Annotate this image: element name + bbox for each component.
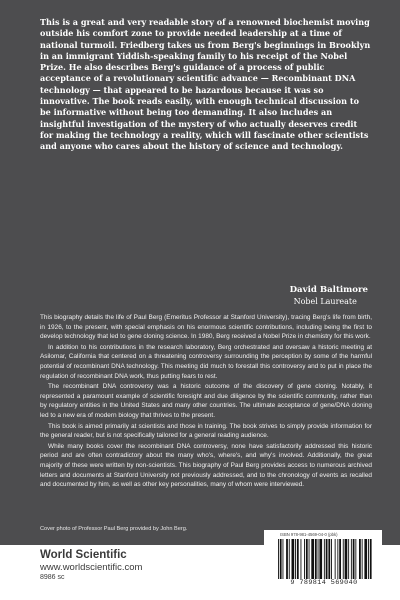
description-paragraph: This biography details the life of Paul Berg (Emeritus Professor at Stanford University), tracing Berg's life from birth, in 1926, to the present, with special emphasis on his enormous scientific contributions, including being the first to develop technology that led to gene cloning science. In 1980, Berg received a Nobel Prize in chemistry for this work.: [40, 314, 372, 341]
barcode-bar: [318, 539, 319, 579]
barcode-bar: [351, 539, 352, 579]
barcode-bar: [370, 539, 372, 579]
description-paragraph: This book is aimed primarily at scientists and those in training. The book strives to simply provide information for the general reader, but is not specifically tailored for a general reading audience.: [40, 422, 372, 440]
barcode-bar: [297, 539, 299, 579]
barcode-bar: [309, 539, 310, 579]
publisher-block: [40, 549, 142, 583]
publisher-footer: [0, 532, 400, 600]
barcode-bar: [306, 539, 308, 579]
description-paragraph: In addition to his contributions in the research laboratory, Berg orchestrated and oversaw a historic meeting at Asilomar, California that centered on a threatening controversy surrounding the perception by some of the harmful potential of recombinant DNA technology. This meeting did much to forestall this controversy and to put in place the regulation of recombinant DNA work, thus putting fears to rest.: [40, 343, 372, 380]
barcode-bar: [339, 539, 341, 579]
endorsement-author: David Baltimore: [289, 285, 368, 295]
barcode-bar: [280, 539, 282, 579]
barcode-bar: [348, 539, 349, 579]
barcode-bar: [292, 539, 295, 579]
barcode-bar: [289, 539, 290, 579]
barcode-bar: [364, 539, 367, 579]
description-paragraph: While many books cover the recombinant DNA controversy, none have satisfactorily addressed this historic period and are often contradictory about the many who's, where's, and why's involved. Additionally, the great majority of these were written by non-scientists. This biography of Paul Berg provides access to numerous archived letters and documents at Stanford University not previously addressed, and to the chronology of events as recalled and documented by him, as well as other key personalities, many of whom were interviewed.: [40, 442, 372, 489]
barcode-bar: [295, 539, 296, 579]
barcode-bar: [335, 539, 336, 579]
barcode-number: 9 789814 569040: [290, 579, 358, 587]
publisher-url[interactable]: www.worldscientific.com: [40, 562, 143, 573]
barcode-bar: [304, 539, 305, 579]
isbn-barcode-box: [264, 530, 382, 597]
isbn-label: ISBN 978-981-4569-04-0 (pbk): [280, 532, 338, 537]
description-paragraph: The recombinant DNA controversy was a historic outcome of the discovery of gene cloning. Notably, it represented a paramount example of scientific foresight and due diligence by the scientific community, rather than by regulatory entities in the United States and many other countries. The ultimate acceptance of gene/DNA cloning led to a new era of modern biology that thrives to the present.: [40, 383, 372, 419]
barcode-bar: [368, 539, 369, 579]
barcode-bar: [345, 539, 348, 579]
barcode-bar: [301, 539, 302, 579]
catalog-code: 8986 sc: [40, 574, 65, 581]
barcode-icon: [276, 539, 372, 579]
barcode-bar: [311, 539, 314, 579]
barcode-bar: [355, 539, 356, 579]
endorsement-attribution: [290, 285, 368, 307]
barcode-bar: [328, 539, 330, 579]
publisher-name: World Scientific: [40, 549, 127, 561]
barcode-bar: [286, 539, 288, 579]
book-description: [40, 313, 372, 491]
cover-photo-credit: Cover photo of Professor Paul Berg provided by John Berg.: [40, 526, 188, 532]
barcode-bar: [353, 539, 355, 579]
barcode-bar: [319, 539, 322, 579]
barcode-bar: [359, 539, 361, 579]
barcode-bar: [362, 539, 363, 579]
barcode-bar: [315, 539, 317, 579]
endorsement-quote: This is a great and very readable story of a renowned biochemist moving outside his comfort zone to provide needed leadership at a time of national turmoil. Friedberg takes us from Berg's beginnings in Brooklyn in an immigrant Yiddish-speaking family to his receipt of the Nobel Prize. He also describes Berg's guidance of a process of public acceptance of a revolutionary scientific advance — Recombinant DNA technology — that appeared to be hazardous because it was so innovative. The book reads easily, with enough technical discussion to be informative without being too demanding. It also includes an insightful investigation of the mystery of who actually deserves credit for making the technology a reality, which will fascinate other scientists and anyone who cares about the history of science and technology.: [40, 17, 371, 152]
barcode-bar: [278, 539, 279, 579]
barcode-bar: [324, 539, 325, 579]
barcode-bar: [326, 539, 328, 579]
endorsement-author-title: Nobel Laureate: [293, 297, 357, 306]
barcode-bar: [337, 539, 338, 579]
barcode-bar: [343, 539, 344, 579]
barcode-bar: [283, 539, 284, 579]
barcode-bar: [331, 539, 332, 579]
